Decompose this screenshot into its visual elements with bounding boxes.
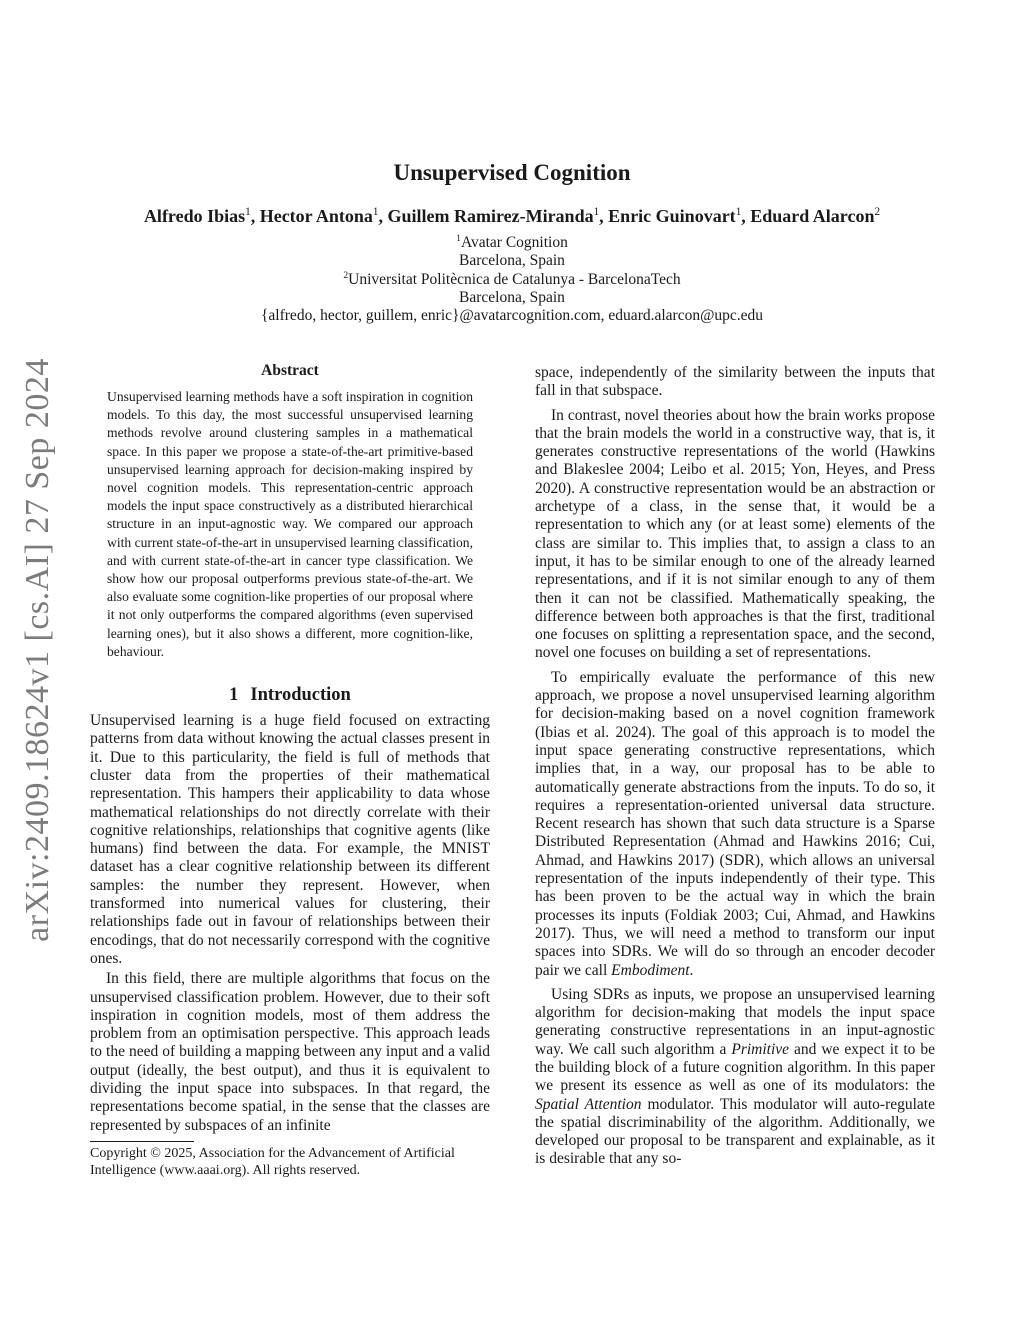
paragraph-text: .: [689, 961, 694, 979]
section-title: Introduction: [250, 685, 351, 706]
author-affiliation-mark: 1: [735, 206, 742, 218]
intro-paragraph: In this field, there are multiple algorithms that focus on the unsupervised classification problem. However, due to their soft inspiration in cognition models, most of them address the problem from an optimisation perspective. This approach leads to the need of building a mapping between any input and a valid output (ideally, the best output), and thus it is equivalent to dividing the input space into subspaces. In that regard, the representations become spatial, in the sense that the classes are represented by subspaces of an infinite: [90, 970, 490, 1134]
affiliation-mark: 1: [456, 232, 461, 244]
affiliation-city: Barcelona, Spain: [459, 288, 565, 306]
paragraph-text: Using SDRs as inputs, we propose an unsupervised learning algorithm for decision-making that models the input space generating constructive representations in an input-agnostic way. We call such algorithm a: [535, 985, 935, 1058]
author-name: Guillem Ramirez-Miranda: [387, 206, 594, 226]
affiliations: [0, 234, 1024, 325]
affiliation-mark: 2: [343, 269, 349, 281]
arxiv-identifier: arXiv:2409.18624v1 [cs.AI] 27 Sep 2024: [19, 358, 56, 942]
paper-title: Unsupervised Cognition: [393, 160, 631, 185]
intro-paragraph: [535, 986, 935, 1169]
author-name: Hector Antona: [259, 206, 373, 226]
paragraph-text: To empirically evaluate the performance of this new approach, we propose a novel unsupervised learning algorithm for decision-making based on a novel cognition framework (Ibias et al. 2024). The goal of this approach is to model the input space generating constructive representations, which implies that, in a way, our proposal has to be able to automatically generate abstractions from the inputs. To do so, it requires a representation-oriented universal data structure. Recent research has shown that such data structure is a Sparse Distributed Representation (Ahmad and Hawkins 2016; Cui, Ahmad, and Hawkins 2017) (SDR), which allows an universal representation of the inputs independently of their type. This has been proven to be the actual way in which the brain processes its inputs (Foldiak 2003; Cui, Ahmad, and Hawkins 2017). Thus, we will need a method to transform our input spaces into SDRs. We will do so through an encoder decoder pair we call: [535, 668, 935, 979]
author-affiliation-mark: 1: [245, 206, 251, 218]
emphasis-term: Spatial Attention: [535, 1095, 642, 1113]
affiliation-name: Avatar Cognition: [460, 234, 568, 251]
intro-paragraph: In contrast, novel theories about how the brain works propose that the brain models the world in a constructive way, that is, it generates constructive representations of the world (Hawkins and Blakeslee 2004; Leibo et al. 2015; Yon, Heyes, and Press 2020). A constructive representation would be an abstraction or archetype of a class, in the sense that, it would be a representation to which any (or at least some) elements of the class are similar to. This implies that, to assign a class to an input, it has to be similar enough to one of the already learned representations, and if it is not similar enough to any of them then it can not be classified. Mathematically speaking, the difference between both approaches is that the first, traditional one focuses on splitting a representation space, and the second, novel one focuses on building a set of representations.: [535, 406, 935, 662]
author-name: Alfredo Ibias: [143, 206, 246, 226]
footnote-rule: [90, 1141, 194, 1142]
abstract-text: Unsupervised learning methods have a soft inspiration in cognition models. To this day, the most successful unsupervised learning methods revolve around clustering samples in a mathematical space. In this paper we propose a state-of-the-art primitive-based unsupervised learning approach for decision-making inspired by novel cognition models. This representation-centric approach models the input space constructively as a distributed hierarchical structure in an input-agnostic way. We compared our approach with current state-of-the-art in unsupervised learning classification, and with current state-of-the-art in cancer type classification. We show how our proposal outperforms previous state-of-the-art. We also evaluate some cognition-like properties of our proposal where it not only outperforms the compared algorithms (even supervised learning ones), but it also shows a different, more cognition-like, behaviour.: [107, 389, 473, 659]
section-heading-introduction: [90, 685, 490, 706]
author-list: Alfredo Ibias$^1$, Hector Antona$^1$, Guillem Ramirez-Miranda$^1$, Enric Guinovart$^1$, Eduard Alarcon$^2$: [143, 206, 881, 226]
emphasis-term: Embodiment: [611, 961, 690, 979]
author-affiliation-mark: 2: [874, 206, 881, 218]
affiliation-1: [0, 234, 1024, 252]
intro-paragraph-continued: space, independently of the similarity between the inputs that fall in that subspace.: [535, 364, 935, 400]
right-column: [535, 364, 935, 1169]
section-number: 1: [229, 685, 239, 706]
author-affiliation-mark: 1: [372, 206, 379, 218]
author-affiliation-mark: 1: [593, 206, 600, 218]
left-column: [90, 362, 490, 1179]
intro-paragraph: [535, 669, 935, 980]
paragraph-text: and we expect it to be the building block of a future cognition algorithm. In this paper we present its essence as well as one of its modulators: the: [535, 1040, 935, 1095]
affiliation-city: Barcelona, Spain: [459, 252, 565, 270]
abstract-heading: Abstract: [261, 362, 319, 379]
paragraph-text: modulator. This modulator will auto-regulate the spatial discriminability of the algorithm. Additionally, we developed our proposal to be transparent and explainable, as it is desirable that any so-: [535, 1095, 935, 1168]
affiliation-name: Universitat Politècnica de Catalunya - BarcelonaTech: [348, 270, 681, 288]
emphasis-term: Primitive: [731, 1040, 790, 1058]
author-name: Eduard Alarcon: [750, 206, 875, 226]
copyright-notice: Copyright © 2025, Association for the Advancement of Artificial Intelligence (www.aaai.org). All rights reserved.: [90, 1145, 455, 1178]
author-emails: {alfredo, hector, guillem, enric}@avatarcognition.com, eduard.alarcon@upc.edu: [260, 307, 763, 325]
intro-paragraph: Unsupervised learning is a huge field focused on extracting patterns from data without knowing the actual classes present in it. Due to this particularity, the field is full of methods that cluster data from the properties of their mathematical representation. This hampers their applicability to data whose mathematical relationships do not directly correlate with their cognitive relationships, relationships that cognitive agents (like humans) find between the data. For example, the MNIST dataset has a clear cognitive relationship between its different samples: the number they represent. However, when transformed into numerical values for clustering, their relationships fade out in favour of relationships between their encodings, that do not necessarily correspond with the cognitive ones.: [90, 712, 490, 967]
affiliation-2: [0, 271, 1024, 289]
author-name: Enric Guinovart: [608, 206, 736, 226]
